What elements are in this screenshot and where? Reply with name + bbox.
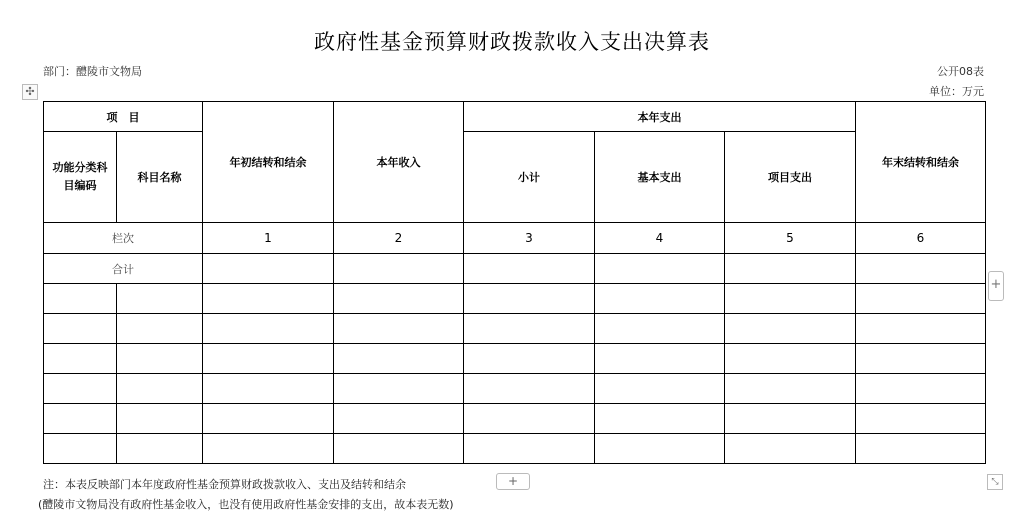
header-subject-name: 科目名称 (117, 132, 203, 223)
cell[interactable] (856, 254, 986, 284)
total-label: 合计 (44, 254, 203, 284)
cell[interactable] (334, 374, 464, 404)
cell[interactable] (856, 284, 986, 314)
table-row (44, 404, 986, 434)
cell[interactable] (203, 284, 334, 314)
cell[interactable] (595, 254, 725, 284)
cell[interactable] (203, 314, 334, 344)
add-row-button[interactable]: + (496, 473, 530, 490)
cell[interactable] (856, 434, 986, 464)
cell[interactable] (725, 254, 856, 284)
cell[interactable] (44, 314, 117, 344)
cell[interactable] (464, 344, 595, 374)
col-index: 4 (595, 223, 725, 254)
department-label: 部门：醴陵市文物局 (43, 65, 142, 78)
cell[interactable] (595, 404, 725, 434)
cell[interactable] (856, 314, 986, 344)
col-index: 6 (856, 223, 986, 254)
cell[interactable] (725, 314, 856, 344)
header-begin-balance: 年初结转和结余 (203, 102, 334, 223)
cell[interactable] (725, 404, 856, 434)
cell[interactable] (856, 404, 986, 434)
cell[interactable] (334, 404, 464, 434)
cell[interactable] (464, 374, 595, 404)
cell[interactable] (44, 284, 117, 314)
table-row (44, 314, 986, 344)
cell[interactable] (464, 434, 595, 464)
budget-table (43, 101, 986, 464)
add-column-button[interactable]: + (988, 271, 1004, 301)
cell[interactable] (203, 434, 334, 464)
cell[interactable] (117, 344, 203, 374)
cell[interactable] (203, 404, 334, 434)
cell[interactable] (117, 434, 203, 464)
table-row (44, 374, 986, 404)
cell[interactable] (595, 374, 725, 404)
cell[interactable] (44, 434, 117, 464)
header-income: 本年收入 (334, 102, 464, 223)
cell[interactable] (203, 254, 334, 284)
header-subtotal: 小计 (464, 132, 595, 223)
header-end-balance: 年末结转和结余 (856, 102, 986, 223)
header-project: 项目支出 (725, 132, 856, 223)
cell[interactable] (464, 284, 595, 314)
cell[interactable] (44, 404, 117, 434)
cell[interactable] (117, 284, 203, 314)
table-note-secondary: (醴陵市文物局没有政府性基金收入，也没有使用政府性基金安排的支出，故本表无数) (38, 498, 454, 511)
cell[interactable] (334, 284, 464, 314)
cell[interactable] (595, 344, 725, 374)
cell[interactable] (334, 314, 464, 344)
page-title: 政府性基金预算财政拨款收入支出决算表 (314, 30, 710, 54)
cell[interactable] (334, 434, 464, 464)
cell[interactable] (595, 434, 725, 464)
header-expense: 本年支出 (464, 102, 856, 132)
header-basic: 基本支出 (595, 132, 725, 223)
cell[interactable] (725, 344, 856, 374)
cell[interactable] (856, 374, 986, 404)
cell[interactable] (44, 344, 117, 374)
header-item: 项 目 (44, 102, 203, 132)
cell[interactable] (117, 404, 203, 434)
table-note: 注：本表反映部门本年度政府性基金预算财政拨款收入、支出及结转和结余 (43, 478, 406, 491)
table-row (44, 284, 986, 314)
cell[interactable] (464, 254, 595, 284)
cell[interactable] (334, 344, 464, 374)
cell[interactable] (856, 344, 986, 374)
cell[interactable] (117, 374, 203, 404)
cell[interactable] (334, 254, 464, 284)
unit-label: 单位：万元 (929, 85, 984, 98)
cell[interactable] (595, 284, 725, 314)
col-index: 3 (464, 223, 595, 254)
cell[interactable] (725, 434, 856, 464)
col-index: 2 (334, 223, 464, 254)
cell[interactable] (203, 374, 334, 404)
form-number: 公开08表 (937, 65, 984, 78)
table-row (44, 434, 986, 464)
cell[interactable] (595, 314, 725, 344)
cell[interactable] (203, 344, 334, 374)
cell[interactable] (464, 404, 595, 434)
table-row (44, 344, 986, 374)
cell[interactable] (44, 374, 117, 404)
cell[interactable] (464, 314, 595, 344)
cell[interactable] (725, 374, 856, 404)
col-index: 5 (725, 223, 856, 254)
header-func-code: 功能分类科目编码 (44, 132, 117, 223)
table-move-handle-icon[interactable]: ✣ (22, 84, 38, 100)
row-index-label: 栏次 (44, 223, 203, 254)
resize-handle-icon[interactable]: ⤡ (987, 474, 1003, 490)
cell[interactable] (725, 284, 856, 314)
cell[interactable] (117, 314, 203, 344)
col-index: 1 (203, 223, 334, 254)
